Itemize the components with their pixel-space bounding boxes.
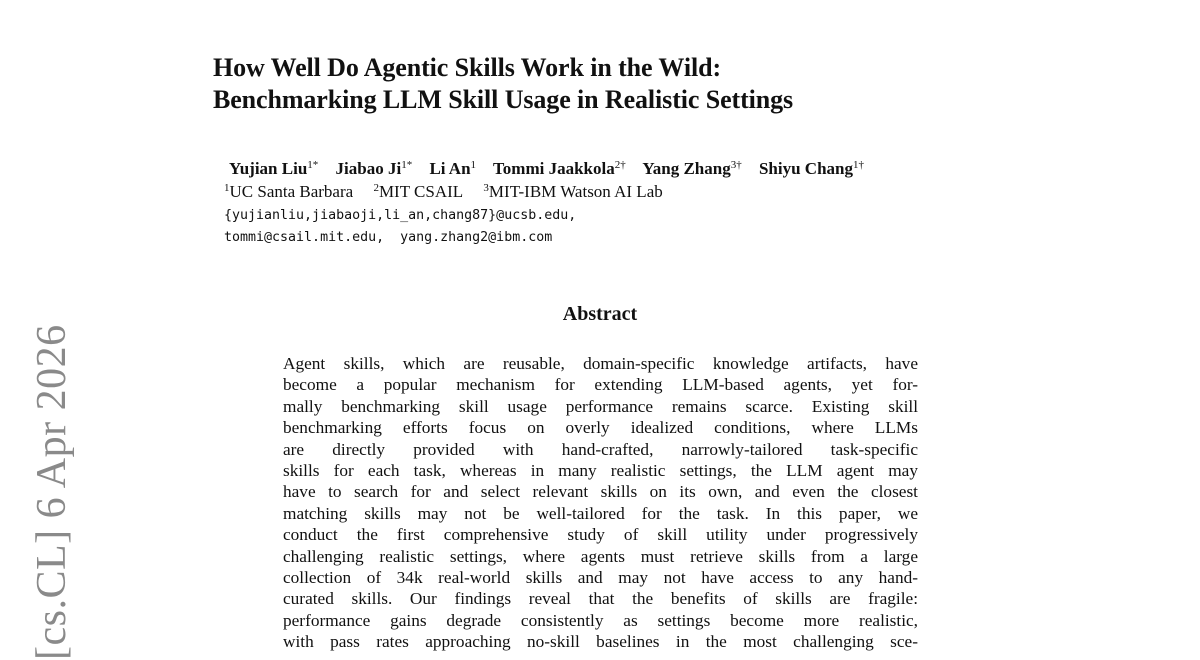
- author: Li An$^1$: [429, 159, 477, 178]
- abstract-line: have to search for and select relevant skills on its own, and even the closest: [283, 482, 918, 502]
- abstract-line: conduct the first comprehensive study of skill utility under progressively: [283, 525, 918, 545]
- author: Yang Zhang$^{3\dagger}$: [642, 159, 742, 178]
- title-line-1: How Well Do Agentic Skills Work in the Wild:: [213, 53, 721, 82]
- abstract-line: curated skills. Our findings reveal that the benefits of skills are fragile:: [283, 589, 918, 609]
- paper-title: [213, 52, 793, 116]
- abstract-line: Agent skills, which are reusable, domain-specific knowledge artifacts, have: [283, 354, 918, 373]
- abstract-line: collection of 34k real-world skills and may not have access to any hand-: [283, 568, 918, 588]
- author: Shiyu Chang$^{1\dagger}$: [758, 159, 864, 178]
- title-line-2: Benchmarking LLM Skill Usage in Realistic Settings: [213, 85, 794, 114]
- author-list: [229, 158, 877, 180]
- abstract-line: become a popular mechanism for extending LLM-based agents, yet for-: [283, 375, 918, 395]
- abstract-line: matching skills may not be well-tailored for the task. In this paper, we: [283, 503, 918, 523]
- abstract-body: [283, 353, 918, 653]
- email-line: tommi@csail.mit.edu, yang.zhang2@ibm.com: [224, 230, 553, 245]
- arxiv-stamp: [cs.CL] 6 Apr 2026: [29, 324, 75, 660]
- email-block: [224, 205, 576, 249]
- abstract-line: benchmarking efforts focus on overly idealized conditions, where LLMs: [283, 418, 918, 438]
- email-line: {yujianliu,jiabaoji,li_an,chang87}@ucsb.edu,: [224, 208, 577, 223]
- abstract-line: skills for each task, whereas in many realistic settings, the LLM agent may: [283, 461, 918, 481]
- author: Yujian Liu$^{1*}$: [229, 159, 319, 178]
- abstract-heading: Abstract: [562, 303, 638, 325]
- abstract-line: with pass rates approaching no-skill baselines in the most challenging sce-: [283, 632, 918, 652]
- affiliation: $^3$MIT-IBM Watson AI Lab: [483, 182, 663, 201]
- abstract-line: are directly provided with hand-crafted, narrowly-tailored task-specific: [283, 439, 918, 459]
- affiliation: $^2$MIT CSAIL: [373, 182, 464, 201]
- affiliation-list: [224, 181, 679, 203]
- abstract-line: mally benchmarking skill usage performance remains scarce. Existing skill: [283, 396, 918, 416]
- abstract-line: performance gains degrade consistently as settings become more realistic,: [283, 610, 918, 630]
- abstract-line: challenging realistic settings, where agents must retrieve skills from a large: [283, 546, 918, 566]
- affiliation: $^1$UC Santa Barbara: [224, 182, 354, 201]
- author: Jiabao $Ji^{1*}$: [335, 159, 413, 178]
- author: Tommi Jaakkola$^{2\dagger}$: [493, 159, 626, 178]
